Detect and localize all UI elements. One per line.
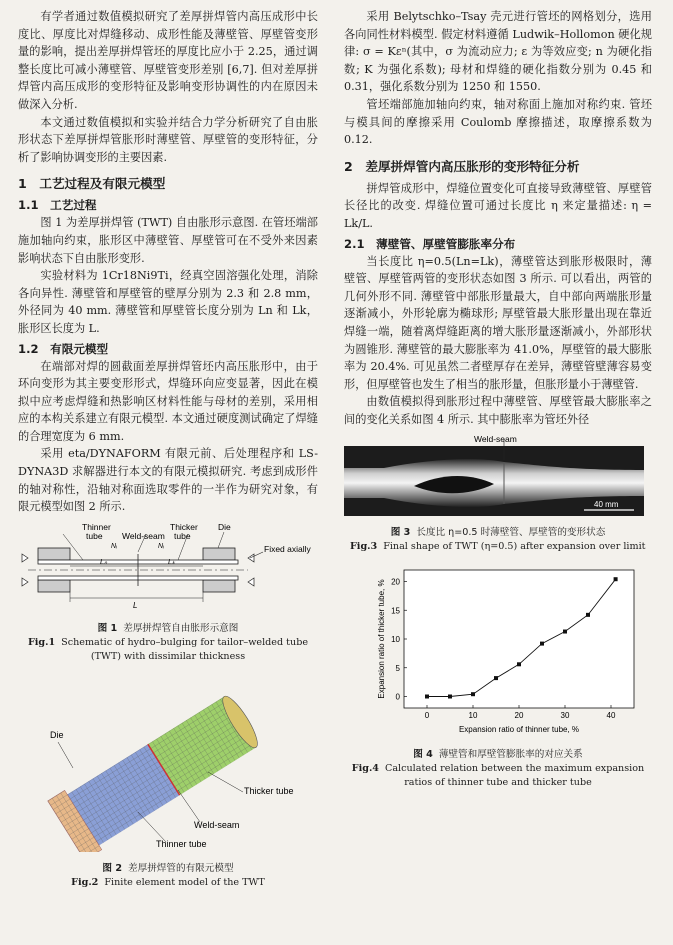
section-heading: 2 差厚拼焊管内高压胀形的变形特征分析 xyxy=(344,158,580,174)
data-point xyxy=(563,630,567,634)
data-point xyxy=(586,613,590,617)
figure-caption-zh: 图 4 薄壁管和厚壁管膨胀率的对应关系 xyxy=(413,749,583,761)
label-die: Die xyxy=(50,729,64,740)
label-thinner: Thinner xyxy=(82,521,111,532)
figure-4 xyxy=(344,558,652,790)
plot-frame xyxy=(404,570,634,708)
paragraph: 管坯端部施加轴向约束，轴对称面上施加对称约束. 管坯与模具间的摩擦采用 Coulomb 摩擦描述，取摩擦系数为 0.12. xyxy=(344,97,652,147)
paragraph: 拼焊管成形中，焊缝位置变化可直接导致薄壁管、厚壁管长径比的改变. 焊缝位置可通过长度比 η 来定量描述: η = Lk/L. xyxy=(344,181,652,230)
y-axis-label: Expansion ratio of thicker tube, % xyxy=(377,579,386,700)
label-l: L xyxy=(133,600,138,610)
label-weld-seam: Weld-seam xyxy=(194,819,240,830)
x-tick-label: 0 xyxy=(424,711,430,721)
figure-caption-en: Fig.2 Finite element model of the TWT xyxy=(71,876,265,888)
die-block xyxy=(38,548,70,560)
label-thinner-tube: Thinner tube xyxy=(156,838,207,849)
fixed-support-icon xyxy=(248,554,254,562)
right-column xyxy=(344,8,652,790)
data-point xyxy=(425,695,429,699)
subsection-heading: 1.1 工艺过程 xyxy=(18,198,97,213)
fixed-support-icon xyxy=(22,554,28,562)
fixed-support-icon xyxy=(22,578,28,586)
figure-caption-en: Fig.1 Schematic of hydro–bulging for tailor–welded tube (TWT) with dissimilar thickness xyxy=(27,636,309,662)
label-fixed-axially: Fixed axially xyxy=(264,543,311,554)
fixed-support-icon xyxy=(248,578,254,586)
figure-caption-en: Fig.4 Calculated relation between the maximum expansion ratios of thinner tube and thicker tube xyxy=(351,763,645,789)
paragraph: 本文通过数值模拟和实验并结合力学分析研究了自由胀形状态下差厚拼焊管胀形时薄壁管、厚壁管的变形特征，分析了影响协调变形的主要因素. xyxy=(18,115,318,164)
paragraph: 当长度比 η=0.5(Ln=Lk)，薄壁管达到胀形极限时，薄壁管、厚壁管两管的变形状态如图 3 所示. 可以看出，两管的几何外形不同. 薄壁管中部胀形量最大，自中部向两端胀形量逐渐减小，外形轮廓为椭球形; 厚壁管最大胀形量出现在靠近焊缝一端，随着离焊缝距离的增大胀形量逐渐减小，外部形状为圆锥形. 薄壁管的最大膨胀率为 41.0%，厚壁管的最大膨胀率为 20.4%. 可见虽然二者壁厚存在差异，薄壁管壁薄容易变形，但厚壁管也发生了相当的胀形量，但胀形量小于薄壁管. xyxy=(344,254,652,391)
label-tube: tube xyxy=(86,530,103,541)
die-block xyxy=(203,580,235,592)
x-tick-label: 40 xyxy=(606,711,616,721)
x-tick-label: 20 xyxy=(514,711,524,721)
y-tick-label: 10 xyxy=(391,635,400,645)
data-point xyxy=(517,663,521,667)
figure-caption-zh: 图 1 差厚拼焊管自由胀形示意图 xyxy=(97,622,239,634)
label-weld-seam: Weld-seam xyxy=(122,530,165,541)
x-tick-label: 30 xyxy=(560,711,570,721)
subsection-heading: 2.1 薄壁管、厚壁管膨胀率分布 xyxy=(344,236,516,251)
label-die: Die xyxy=(218,521,231,532)
x-axis-label: Expansion ratio of thinner tube, % xyxy=(458,725,580,735)
label-weld-seam: Weld-seam xyxy=(474,434,517,445)
paragraph: 采用 eta/DYNAFORM 有限元前、后处理程序和 LS-DYNA3D 求解器进行本文的有限元模拟研究. 考虑到成形件的轴对称性，沿轴对称面选取零件的一半作为研究对象，有限元模型如图 2 所示. xyxy=(18,447,318,514)
y-tick-label: 0 xyxy=(395,692,400,702)
figure-caption-zh: 图 3 长度比 η=0.5 时薄壁管、厚壁管的变形状态 xyxy=(390,527,606,539)
fe-model-image xyxy=(18,672,318,852)
die-block xyxy=(203,548,235,560)
left-column xyxy=(18,8,318,890)
die-block xyxy=(38,580,70,592)
paragraph: 由数值模拟得到胀形过程中薄壁管、厚壁管最大膨胀率之间的变化关系如图 4 所示. 其中膨胀率为管坯外径 xyxy=(344,395,652,426)
figure-1 xyxy=(18,522,318,664)
section-heading: 1 工艺过程及有限元模型 xyxy=(18,176,166,192)
label-nl: Nᵢ xyxy=(111,542,117,550)
y-tick-label: 5 xyxy=(395,664,400,674)
data-point xyxy=(614,578,618,582)
data-point xyxy=(540,642,544,646)
data-point xyxy=(494,677,498,681)
figure-caption-en: Fig.3 Final shape of TWT (η=0.5) after expansion over limit xyxy=(350,541,646,553)
figure-caption-zh: 图 2 差厚拼焊管的有限元模型 xyxy=(102,862,234,874)
figure-2 xyxy=(18,672,318,890)
figure-3 xyxy=(344,434,652,554)
label-thicker-tube: Thicker tube xyxy=(244,785,294,796)
label-ln: Lₙ xyxy=(100,556,108,566)
y-tick-label: 15 xyxy=(391,606,400,616)
paragraph: 在端部对焊的圆截面差厚拼焊管坯内高压胀形中，由于环向变形为其主要变形形式，焊缝环向应变显著，因此在模拟中应考虑焊缝和热影响区材料性能与母材的差别，采用相应的本构关系建立有限元模型. 本文通过硬度测试确定了焊缝的合理宽度为 6 mm. xyxy=(18,359,318,443)
data-point xyxy=(448,695,452,699)
label-lk: Lₖ xyxy=(168,556,176,566)
label-tube: tube xyxy=(174,530,191,541)
x-tick-label: 10 xyxy=(468,711,478,721)
paragraph: 图 1 为差厚拼焊管 (TWT) 自由胀形示意图. 在管坯端部施加轴向约束，胀形区中薄壁管、厚壁管可在不受外来因素影响状态下自由胀形变形. xyxy=(18,216,318,265)
tube-photo xyxy=(344,434,644,516)
label-nr: Nᵢ xyxy=(158,542,164,550)
scale-label: 40 mm xyxy=(594,500,619,510)
schematic-diagram xyxy=(18,522,318,612)
data-point xyxy=(471,693,475,697)
paragraph: 采用 Belytschko–Tsay 壳元进行管坯的网格划分，选用各向同性材料模型. 假定材料遵循 Ludwik–Hollomon 硬化规律: σ = Kεⁿ(其中，σ 为流动应力; ε 为等效应变; n 为硬化指数; K 为强化系数); 母材和焊缝的硬化指数分别为 0.45 和 0.31，强化系数分别为 1250 和 1550. xyxy=(344,10,652,94)
paragraph: 有学者通过数值模拟研究了差厚拼焊管内高压成形中长度比、厚度比对焊缝移动、成形性能及薄壁管、厚壁管变形量的影响，提出差厚拼焊管坯的厚度比应小于 2.25，通过调整长度比可减小薄壁管、厚壁管变形差别 [6,7]. 但对差厚拼焊管内高压成形的变形特征及影响变形协调性的内在原因未做深入分析. xyxy=(18,10,318,111)
paragraph: 实验材料为 1Cr18Ni9Ti，经真空固溶强化处理，消除各向异性. 薄壁管和厚壁管的壁厚分别为 2.3 和 2.8 mm，外径同为 40 mm. 薄壁管和厚壁管长度分别为 Ln 和 Lk，胀形区长度为 L. xyxy=(18,269,318,335)
label-thicker: Thicker xyxy=(170,521,198,532)
subsection-heading: 1.2 有限元模型 xyxy=(18,341,109,356)
y-tick-label: 20 xyxy=(391,577,400,587)
expansion-ratio-chart xyxy=(344,558,644,738)
